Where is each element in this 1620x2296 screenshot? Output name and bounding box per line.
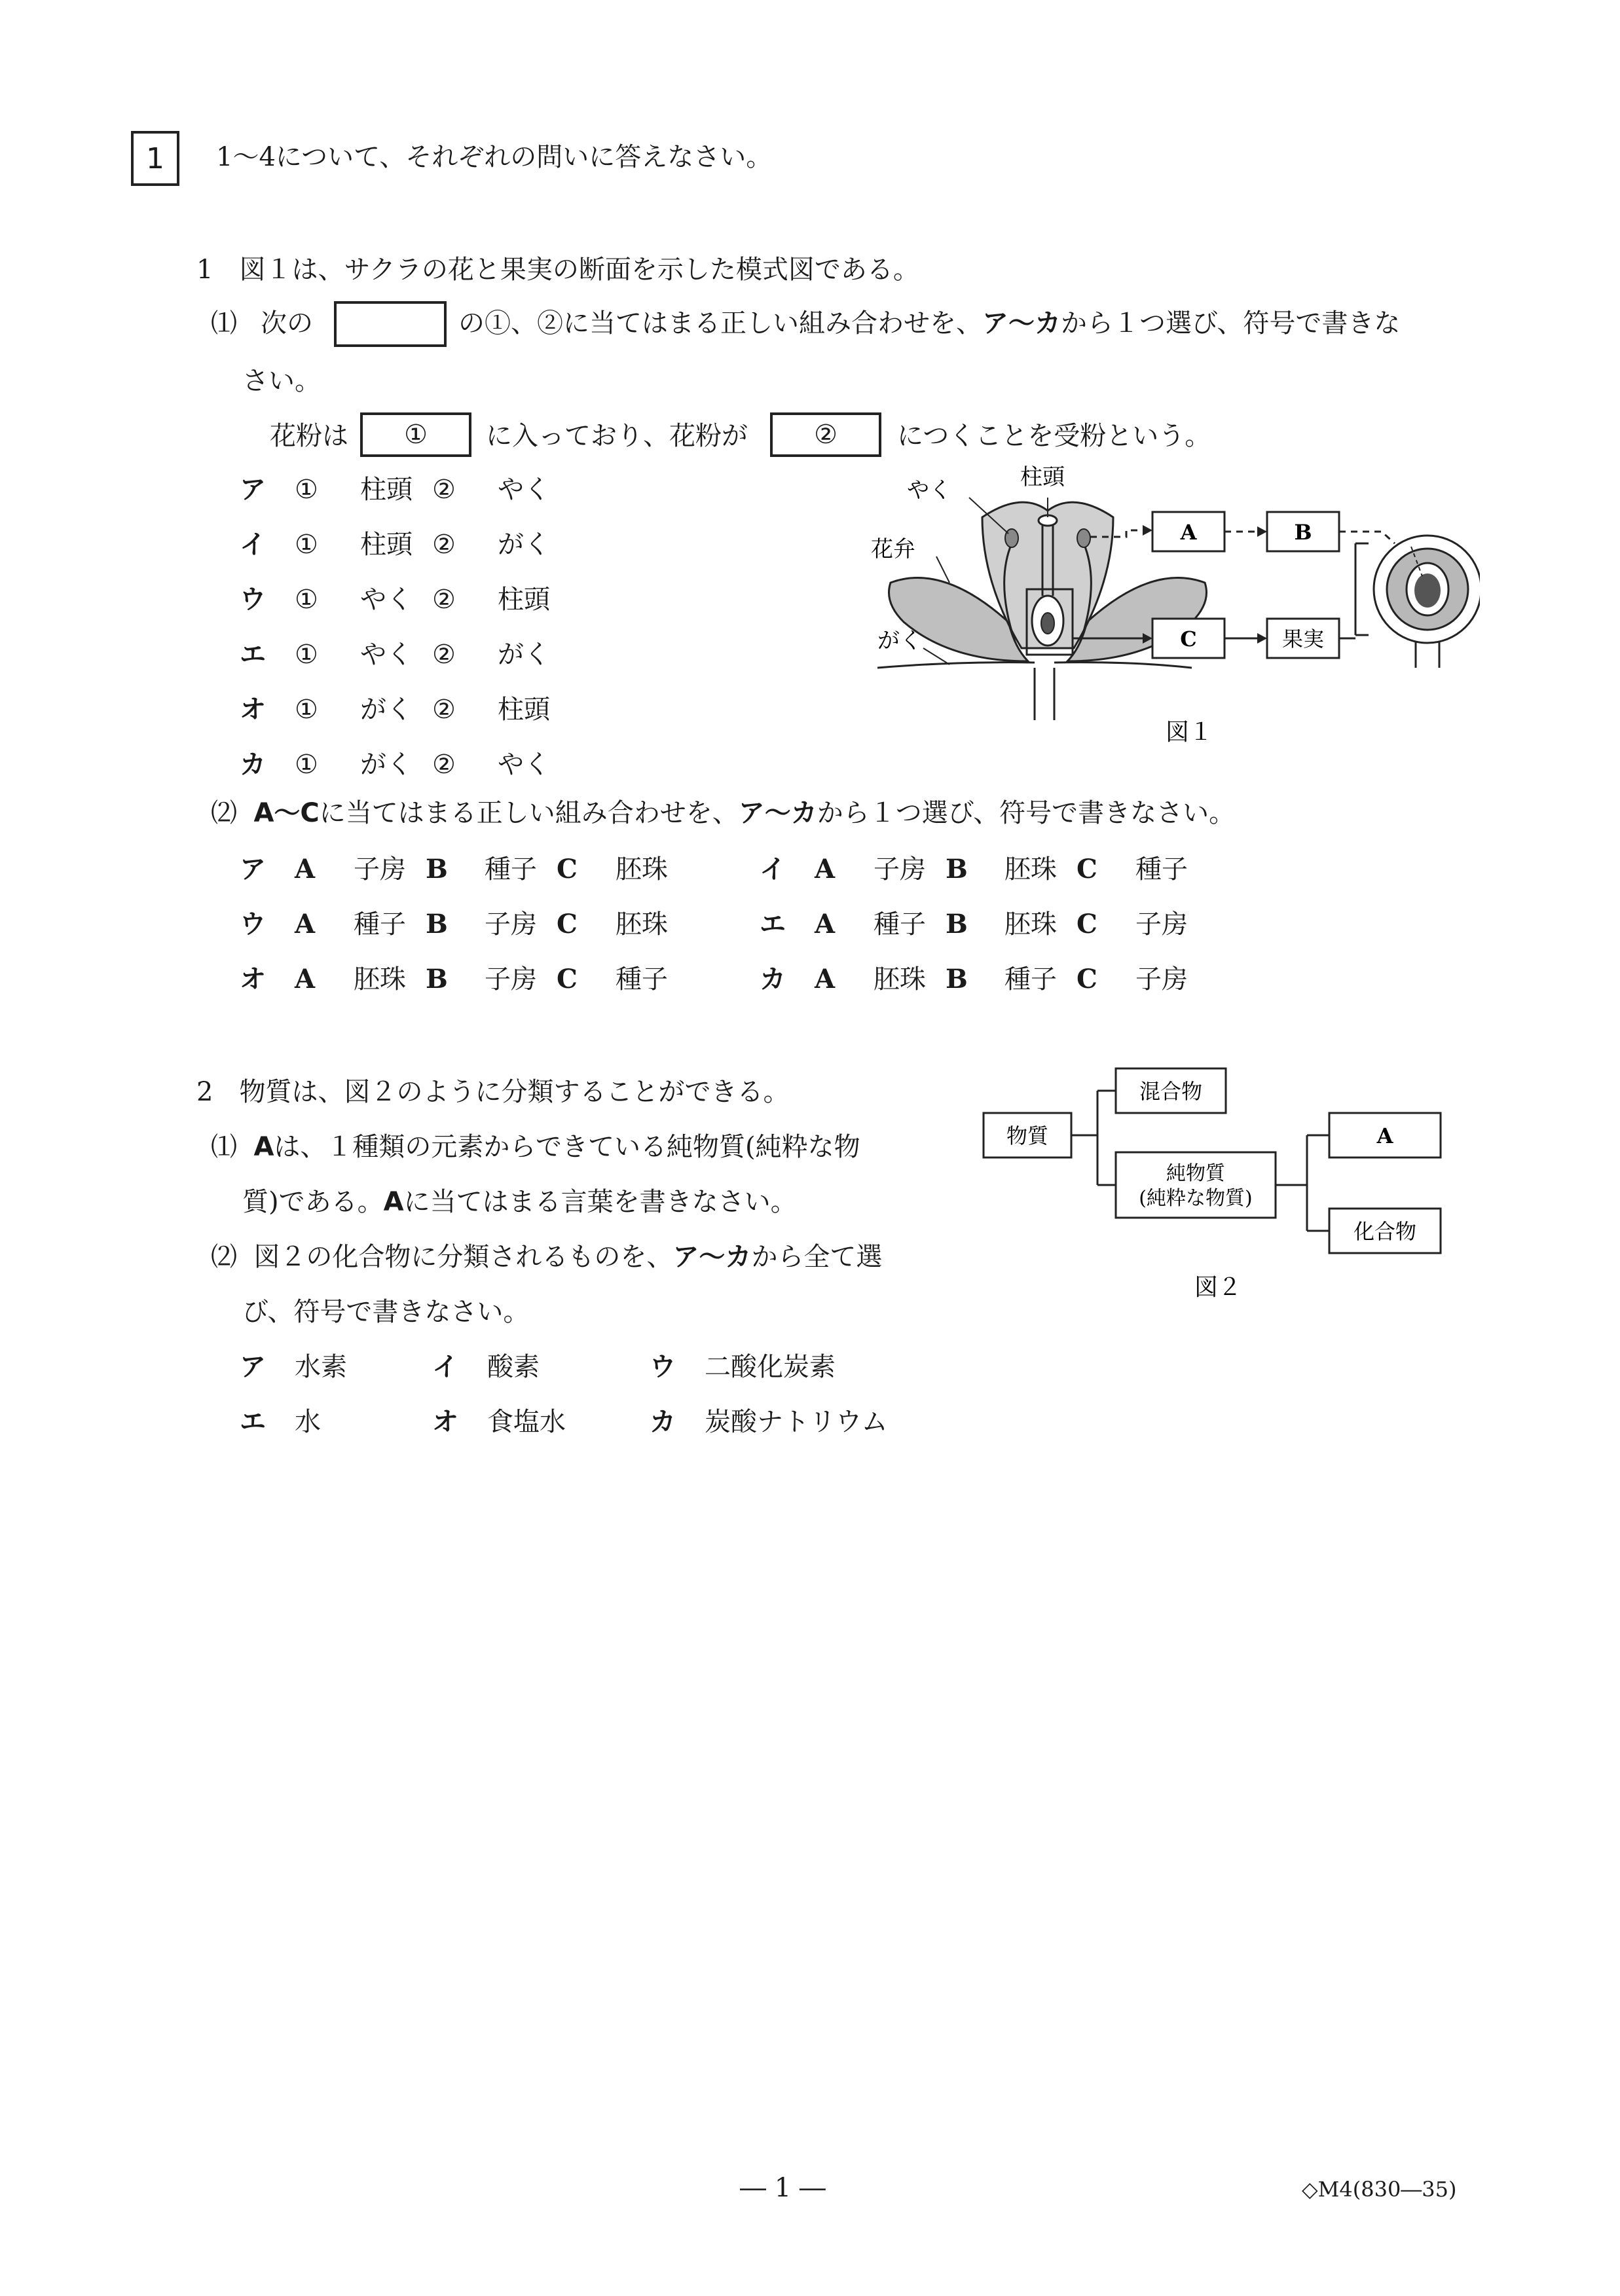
option-key: オ — [240, 695, 266, 725]
q1-1-text-d: から１つ選び、符号で書きな — [1061, 308, 1401, 338]
option-letter: B — [426, 854, 448, 884]
q1-1-blank-example — [334, 301, 447, 347]
option-row — [240, 583, 570, 617]
option-value: 胚珠 — [616, 909, 668, 939]
option-value: 種子 — [1135, 854, 1188, 884]
option-value: やく — [498, 475, 550, 505]
option-value: 胚珠 — [616, 854, 668, 884]
option-circle: ② — [432, 640, 456, 670]
q2-2-b: ア～カ — [672, 1242, 752, 1272]
q1-2-prompt-d: から１つ選び、符号で書きなさい。 — [817, 798, 1236, 828]
option-value: やく — [498, 750, 550, 780]
option-value: やく — [360, 640, 413, 670]
option-row — [432, 1405, 625, 1439]
option-circle: ① — [295, 475, 318, 505]
q2-1-a: A — [253, 1132, 274, 1162]
q1-1-blank-2 — [770, 412, 881, 457]
option-value: がく — [498, 640, 550, 670]
option-value: 酸素 — [487, 1352, 540, 1382]
option-value: 子房 — [1135, 909, 1188, 939]
figure-1-caption: 図１ — [1166, 719, 1213, 746]
figure-1-flower-diagram — [851, 452, 1480, 766]
option-value: 柱頭 — [360, 475, 413, 505]
q1-1-line1 — [458, 306, 1400, 340]
q1-1-text-a: 次の — [261, 308, 313, 338]
option-value: 胚珠 — [1004, 854, 1057, 884]
option-circle: ② — [432, 695, 456, 725]
option-circle: ② — [432, 585, 456, 615]
option-circle: ① — [295, 585, 318, 615]
page-number: ― 1 ― — [740, 2173, 826, 2203]
q1-2-prompt-c: ア～カ — [738, 798, 817, 828]
option-letter: B — [946, 854, 968, 884]
option-value: 子房 — [354, 854, 406, 884]
option-value: 二酸化炭素 — [705, 1352, 836, 1382]
option-circle: ① — [295, 750, 318, 780]
option-value: 種子 — [1004, 964, 1057, 994]
q1-heading: 1 図１は、サクラの花と果実の断面を示した模式図である。 — [196, 255, 919, 285]
option-key: ウ — [240, 585, 266, 615]
option-key: カ — [240, 750, 266, 780]
exam-code: ◇M4(830―35) — [1302, 2177, 1457, 2202]
box-kajitsu: 果実 — [1281, 627, 1325, 651]
option-value: 胚珠 — [874, 964, 926, 994]
option-row — [240, 1405, 432, 1439]
q2-1-line2 — [242, 1185, 797, 1219]
q2-2-line1 — [211, 1240, 882, 1274]
option-value: 種子 — [874, 909, 926, 939]
q1-2-number: ⑵ — [211, 798, 237, 828]
q2-heading: 2 物質は、図２のように分類することができる。 — [196, 1077, 790, 1107]
option-row — [240, 693, 570, 727]
option-value: がく — [360, 695, 413, 725]
q1-1-blank-1 — [360, 412, 471, 457]
q1-2-line — [211, 796, 1235, 830]
option-row — [240, 473, 570, 507]
q1-1-sentence-c: につくことを受粉という。 — [897, 421, 1211, 451]
q2-1-number: ⑴ — [211, 1132, 237, 1162]
option-value: がく — [498, 530, 550, 560]
q2-1-e: に当てはまる言葉を書きなさい。 — [403, 1187, 797, 1217]
option-key: イ — [240, 530, 266, 560]
node-kagobutsu: 化合物 — [1353, 1219, 1417, 1244]
option-letter: C — [1077, 964, 1097, 994]
option-letter: C — [557, 909, 578, 939]
option-row — [240, 638, 570, 672]
intro-text: 1～4について、それぞれの問いに答えなさい。 — [216, 142, 773, 172]
q1-1-sentence-b: に入っており、花粉が — [486, 421, 748, 451]
node-junbusshitsu: 純物質 — [1166, 1162, 1225, 1185]
option-letter: B — [426, 909, 448, 939]
option-row — [240, 962, 688, 996]
node-busshitsu: 物質 — [1006, 1123, 1049, 1148]
option-value: 子房 — [1135, 964, 1188, 994]
option-key: イ — [432, 1352, 458, 1382]
option-key: イ — [760, 854, 786, 884]
q2-1-b: は、１種類の元素からできている純物質(純粋な物 — [274, 1132, 860, 1162]
option-circle: ① — [295, 640, 318, 670]
option-letter: A — [295, 909, 316, 939]
option-value: 種子 — [616, 964, 668, 994]
option-circle: ② — [432, 530, 456, 560]
option-value: がく — [360, 750, 413, 780]
q2-2-a: 図２の化合物に分類されるものを、 — [253, 1242, 673, 1272]
option-value: やく — [360, 585, 413, 615]
q2-2-number: ⑵ — [211, 1242, 237, 1272]
q2-1-line1 — [211, 1130, 860, 1164]
q1-2-prompt-a: A～C — [253, 798, 320, 828]
option-letter: B — [946, 909, 968, 939]
q2-1-d: A — [383, 1187, 404, 1217]
option-row — [760, 852, 1207, 886]
option-row — [240, 907, 688, 941]
option-key: エ — [240, 640, 266, 670]
option-circle: ① — [295, 695, 318, 725]
option-row — [240, 852, 688, 886]
option-row — [432, 1350, 625, 1384]
option-letter: A — [295, 964, 316, 994]
q2-1-c: 質)である。 — [242, 1187, 384, 1217]
option-value: 水素 — [295, 1352, 347, 1382]
option-value: 種子 — [354, 909, 406, 939]
option-row — [760, 962, 1207, 996]
option-key: オ — [240, 964, 266, 994]
option-value: 食塩水 — [487, 1407, 566, 1437]
box-b: B — [1294, 520, 1312, 545]
option-key: エ — [760, 909, 786, 939]
option-circle: ② — [432, 750, 456, 780]
option-key: ア — [240, 1352, 266, 1382]
option-letter: C — [557, 964, 578, 994]
q1-1-text-b: の①、②に当てはまる正しい組み合わせを、 — [458, 308, 982, 338]
option-row — [760, 907, 1207, 941]
option-circle: ② — [432, 475, 456, 505]
label-kaben: 花弁 — [871, 536, 915, 562]
option-row — [650, 1350, 836, 1384]
label-chuto: 柱頭 — [1020, 464, 1065, 490]
q2-2-line2: び、符号で書きなさい。 — [242, 1297, 530, 1327]
option-key: カ — [650, 1407, 676, 1437]
option-row — [240, 528, 570, 562]
option-key: オ — [432, 1407, 458, 1437]
figure-2-classification-diagram — [982, 1061, 1467, 1309]
box-c: C — [1180, 627, 1197, 651]
option-value: 子房 — [485, 909, 537, 939]
option-key: ア — [240, 475, 266, 505]
q1-1-line2: さい。 — [242, 366, 321, 396]
option-value: 子房 — [485, 964, 537, 994]
option-circle: ① — [295, 530, 318, 560]
option-letter: C — [1077, 909, 1097, 939]
option-row — [240, 1350, 432, 1384]
option-value: 胚珠 — [1004, 909, 1057, 939]
node-junbusshitsu-paren: (純粋な物質) — [1139, 1187, 1253, 1210]
q2-2-c: から全て選 — [751, 1242, 883, 1272]
option-value: 子房 — [874, 854, 926, 884]
option-key: カ — [760, 964, 786, 994]
option-value: 柱頭 — [498, 695, 550, 725]
option-value: 柱頭 — [360, 530, 413, 560]
q1-1-text-c: ア～カ — [982, 308, 1061, 338]
node-kongobutsu: 混合物 — [1139, 1079, 1203, 1104]
label-gaku: がく — [877, 628, 922, 654]
blank-2-label: ② — [814, 420, 838, 450]
option-letter: A — [815, 964, 836, 994]
option-letter: C — [557, 854, 578, 884]
option-letter: A — [815, 854, 836, 884]
option-value: 炭酸ナトリウム — [705, 1407, 888, 1437]
q1-2-prompt-b: に当てはまる正しい組み合わせを、 — [319, 798, 739, 828]
option-row — [240, 748, 570, 782]
option-key: ウ — [240, 909, 266, 939]
figure-2-caption: 図２ — [1194, 1274, 1242, 1301]
label-yaku: やく — [907, 477, 951, 503]
q1-1-number: ⑴ — [211, 308, 237, 338]
option-key: ア — [240, 854, 266, 884]
q1-1-sentence-a: 花粉は — [270, 421, 348, 451]
option-letter: C — [1077, 854, 1097, 884]
box-a: A — [1180, 520, 1197, 545]
option-letter: A — [815, 909, 836, 939]
option-key: ウ — [650, 1352, 676, 1382]
option-value: 胚珠 — [354, 964, 406, 994]
blank-1-label: ① — [404, 420, 428, 450]
option-value: 種子 — [485, 854, 537, 884]
option-letter: B — [426, 964, 448, 994]
option-value: 柱頭 — [498, 585, 550, 615]
option-value: 水 — [295, 1407, 321, 1437]
question-number-box — [131, 131, 179, 186]
option-key: エ — [240, 1407, 266, 1437]
question-number: 1 — [146, 141, 164, 175]
option-row — [650, 1405, 888, 1439]
option-letter: B — [946, 964, 968, 994]
option-letter: A — [295, 854, 316, 884]
node-a: A — [1376, 1123, 1393, 1148]
